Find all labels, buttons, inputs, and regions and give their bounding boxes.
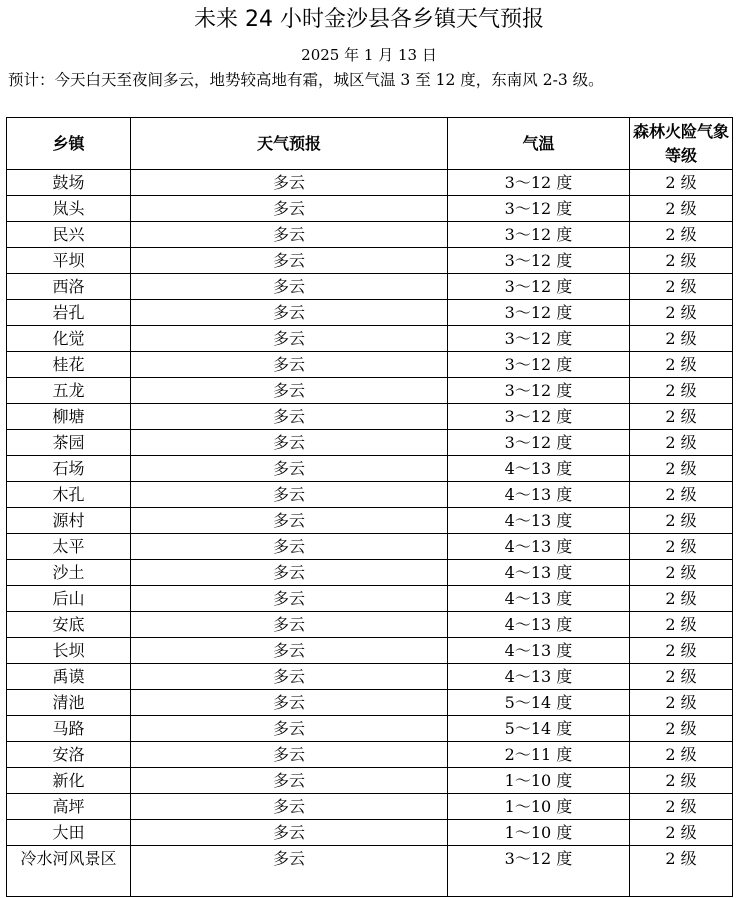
fire-risk-cell: 2 级 [630,664,733,690]
table-row [7,586,733,612]
town-cell: 清池 [7,690,131,716]
temperature-cell: 4～13 度 [448,612,630,638]
table-row [7,430,733,456]
temperature-cell: 4～13 度 [448,456,630,482]
temperature-cell: 3～12 度 [448,430,630,456]
fire-risk-cell: 2 级 [630,560,733,586]
temperature-cell: 3～12 度 [448,404,630,430]
town-cell: 民兴 [7,222,131,248]
temperature-cell: 3～12 度 [448,170,630,196]
town-cell: 高坪 [7,794,131,820]
table-row [7,820,733,846]
table-row [7,482,733,508]
table-row [7,690,733,716]
town-cell: 木孔 [7,482,131,508]
temperature-cell: 4～13 度 [448,482,630,508]
town-cell: 源村 [7,508,131,534]
fire-risk-cell: 2 级 [630,768,733,794]
fire-risk-cell: 2 级 [630,222,733,248]
table-row [7,248,733,274]
temperature-cell: 4～13 度 [448,664,630,690]
town-cell: 岩孔 [7,300,131,326]
page-title: 未来 24 小时金沙县各乡镇天气预报 [194,7,544,32]
town-cell: 鼓场 [7,170,131,196]
temperature-cell: 3～12 度 [448,378,630,404]
weather-cell: 多云 [131,794,448,820]
fire-risk-cell: 2 级 [630,612,733,638]
temperature-cell: 1～10 度 [448,768,630,794]
fire-risk-cell: 2 级 [630,586,733,612]
weather-cell: 多云 [131,170,448,196]
temperature-cell: 3～12 度 [448,300,630,326]
report-date: 2025 年 1 月 13 日 [301,46,437,64]
weather-cell: 多云 [131,742,448,768]
fire-risk-cell: 2 级 [630,534,733,560]
fire-risk-cell: 2 级 [630,820,733,846]
town-cell: 西洛 [7,274,131,300]
town-cell: 冷水河风景区 [7,846,131,897]
temperature-cell: 2～11 度 [448,742,630,768]
temperature-cell: 3～12 度 [448,196,630,222]
fire-risk-cell: 2 级 [630,300,733,326]
table-row [7,664,733,690]
table-row [7,456,733,482]
fire-risk-cell: 2 级 [630,196,733,222]
town-cell: 安底 [7,612,131,638]
fire-risk-cell: 2 级 [630,274,733,300]
town-cell: 大田 [7,820,131,846]
table-header-row [7,118,733,170]
temperature-cell: 1～10 度 [448,820,630,846]
town-cell: 五龙 [7,378,131,404]
temperature-cell: 5～14 度 [448,690,630,716]
weather-table [6,117,733,897]
town-cell: 桂花 [7,352,131,378]
table-row [7,794,733,820]
weather-cell: 多云 [131,378,448,404]
temperature-cell: 1～10 度 [448,794,630,820]
temperature-cell: 4～13 度 [448,534,630,560]
town-cell: 太平 [7,534,131,560]
fire-risk-cell: 2 级 [630,248,733,274]
temperature-cell: 3～12 度 [448,846,630,897]
table-row [7,768,733,794]
fire-risk-cell: 2 级 [630,456,733,482]
town-cell: 长坝 [7,638,131,664]
fire-risk-cell: 2 级 [630,508,733,534]
table-row [7,404,733,430]
town-cell: 安洛 [7,742,131,768]
weather-cell: 多云 [131,638,448,664]
header-town: 乡镇 [7,118,131,170]
table-row [7,222,733,248]
town-cell: 后山 [7,586,131,612]
temperature-cell: 3～12 度 [448,274,630,300]
weather-cell: 多云 [131,846,448,897]
weather-cell: 多云 [131,248,448,274]
weather-cell: 多云 [131,768,448,794]
weather-cell: 多云 [131,690,448,716]
table-row [7,560,733,586]
table-row [7,170,733,196]
fire-risk-cell: 2 级 [630,430,733,456]
header-temperature: 气温 [448,118,630,170]
fire-risk-cell: 2 级 [630,352,733,378]
town-cell: 石场 [7,456,131,482]
weather-cell: 多云 [131,508,448,534]
weather-cell: 多云 [131,456,448,482]
town-cell: 岚头 [7,196,131,222]
table-row [7,274,733,300]
table-row [7,508,733,534]
weather-cell: 多云 [131,820,448,846]
table-row [7,300,733,326]
weather-cell: 多云 [131,664,448,690]
weather-cell: 多云 [131,430,448,456]
forecast-summary: 预计：今天白天至夜间多云，地势较高地有霜，城区气温 3 至 12 度，东南风 2-3 级。 [8,71,604,89]
table-row [7,196,733,222]
header-fire-risk: 森林火险气象等级 [630,118,733,170]
fire-risk-cell: 2 级 [630,638,733,664]
temperature-cell: 4～13 度 [448,586,630,612]
town-cell: 沙土 [7,560,131,586]
weather-cell: 多云 [131,534,448,560]
fire-risk-cell: 2 级 [630,170,733,196]
fire-risk-cell: 2 级 [630,742,733,768]
table-row [7,638,733,664]
table-row [7,742,733,768]
weather-cell: 多云 [131,326,448,352]
table-row [7,378,733,404]
fire-risk-cell: 2 级 [630,794,733,820]
fire-risk-cell: 2 级 [630,326,733,352]
table-body [7,170,733,897]
temperature-cell: 3～12 度 [448,326,630,352]
weather-cell: 多云 [131,482,448,508]
weather-cell: 多云 [131,716,448,742]
town-cell: 马路 [7,716,131,742]
town-cell: 茶园 [7,430,131,456]
fire-risk-cell: 2 级 [630,482,733,508]
weather-cell: 多云 [131,586,448,612]
table-row [7,716,733,742]
weather-cell: 多云 [131,222,448,248]
town-cell: 柳塘 [7,404,131,430]
temperature-cell: 3～12 度 [448,248,630,274]
fire-risk-cell: 2 级 [630,404,733,430]
town-cell: 禹谟 [7,664,131,690]
weather-cell: 多云 [131,196,448,222]
temperature-cell: 5～14 度 [448,716,630,742]
table-row [7,612,733,638]
fire-risk-cell: 2 级 [630,846,733,897]
fire-risk-cell: 2 级 [630,690,733,716]
header-weather: 天气预报 [131,118,448,170]
weather-cell: 多云 [131,560,448,586]
fire-risk-cell: 2 级 [630,716,733,742]
table-row [7,352,733,378]
weather-cell: 多云 [131,300,448,326]
fire-risk-cell: 2 级 [630,378,733,404]
town-cell: 平坝 [7,248,131,274]
town-cell: 化觉 [7,326,131,352]
weather-cell: 多云 [131,612,448,638]
weather-cell: 多云 [131,352,448,378]
table-row [7,534,733,560]
weather-cell: 多云 [131,404,448,430]
town-cell: 新化 [7,768,131,794]
temperature-cell: 3～12 度 [448,352,630,378]
temperature-cell: 4～13 度 [448,638,630,664]
temperature-cell: 3～12 度 [448,222,630,248]
table-row [7,326,733,352]
temperature-cell: 4～13 度 [448,560,630,586]
table-row [7,846,733,897]
weather-cell: 多云 [131,274,448,300]
temperature-cell: 4～13 度 [448,508,630,534]
